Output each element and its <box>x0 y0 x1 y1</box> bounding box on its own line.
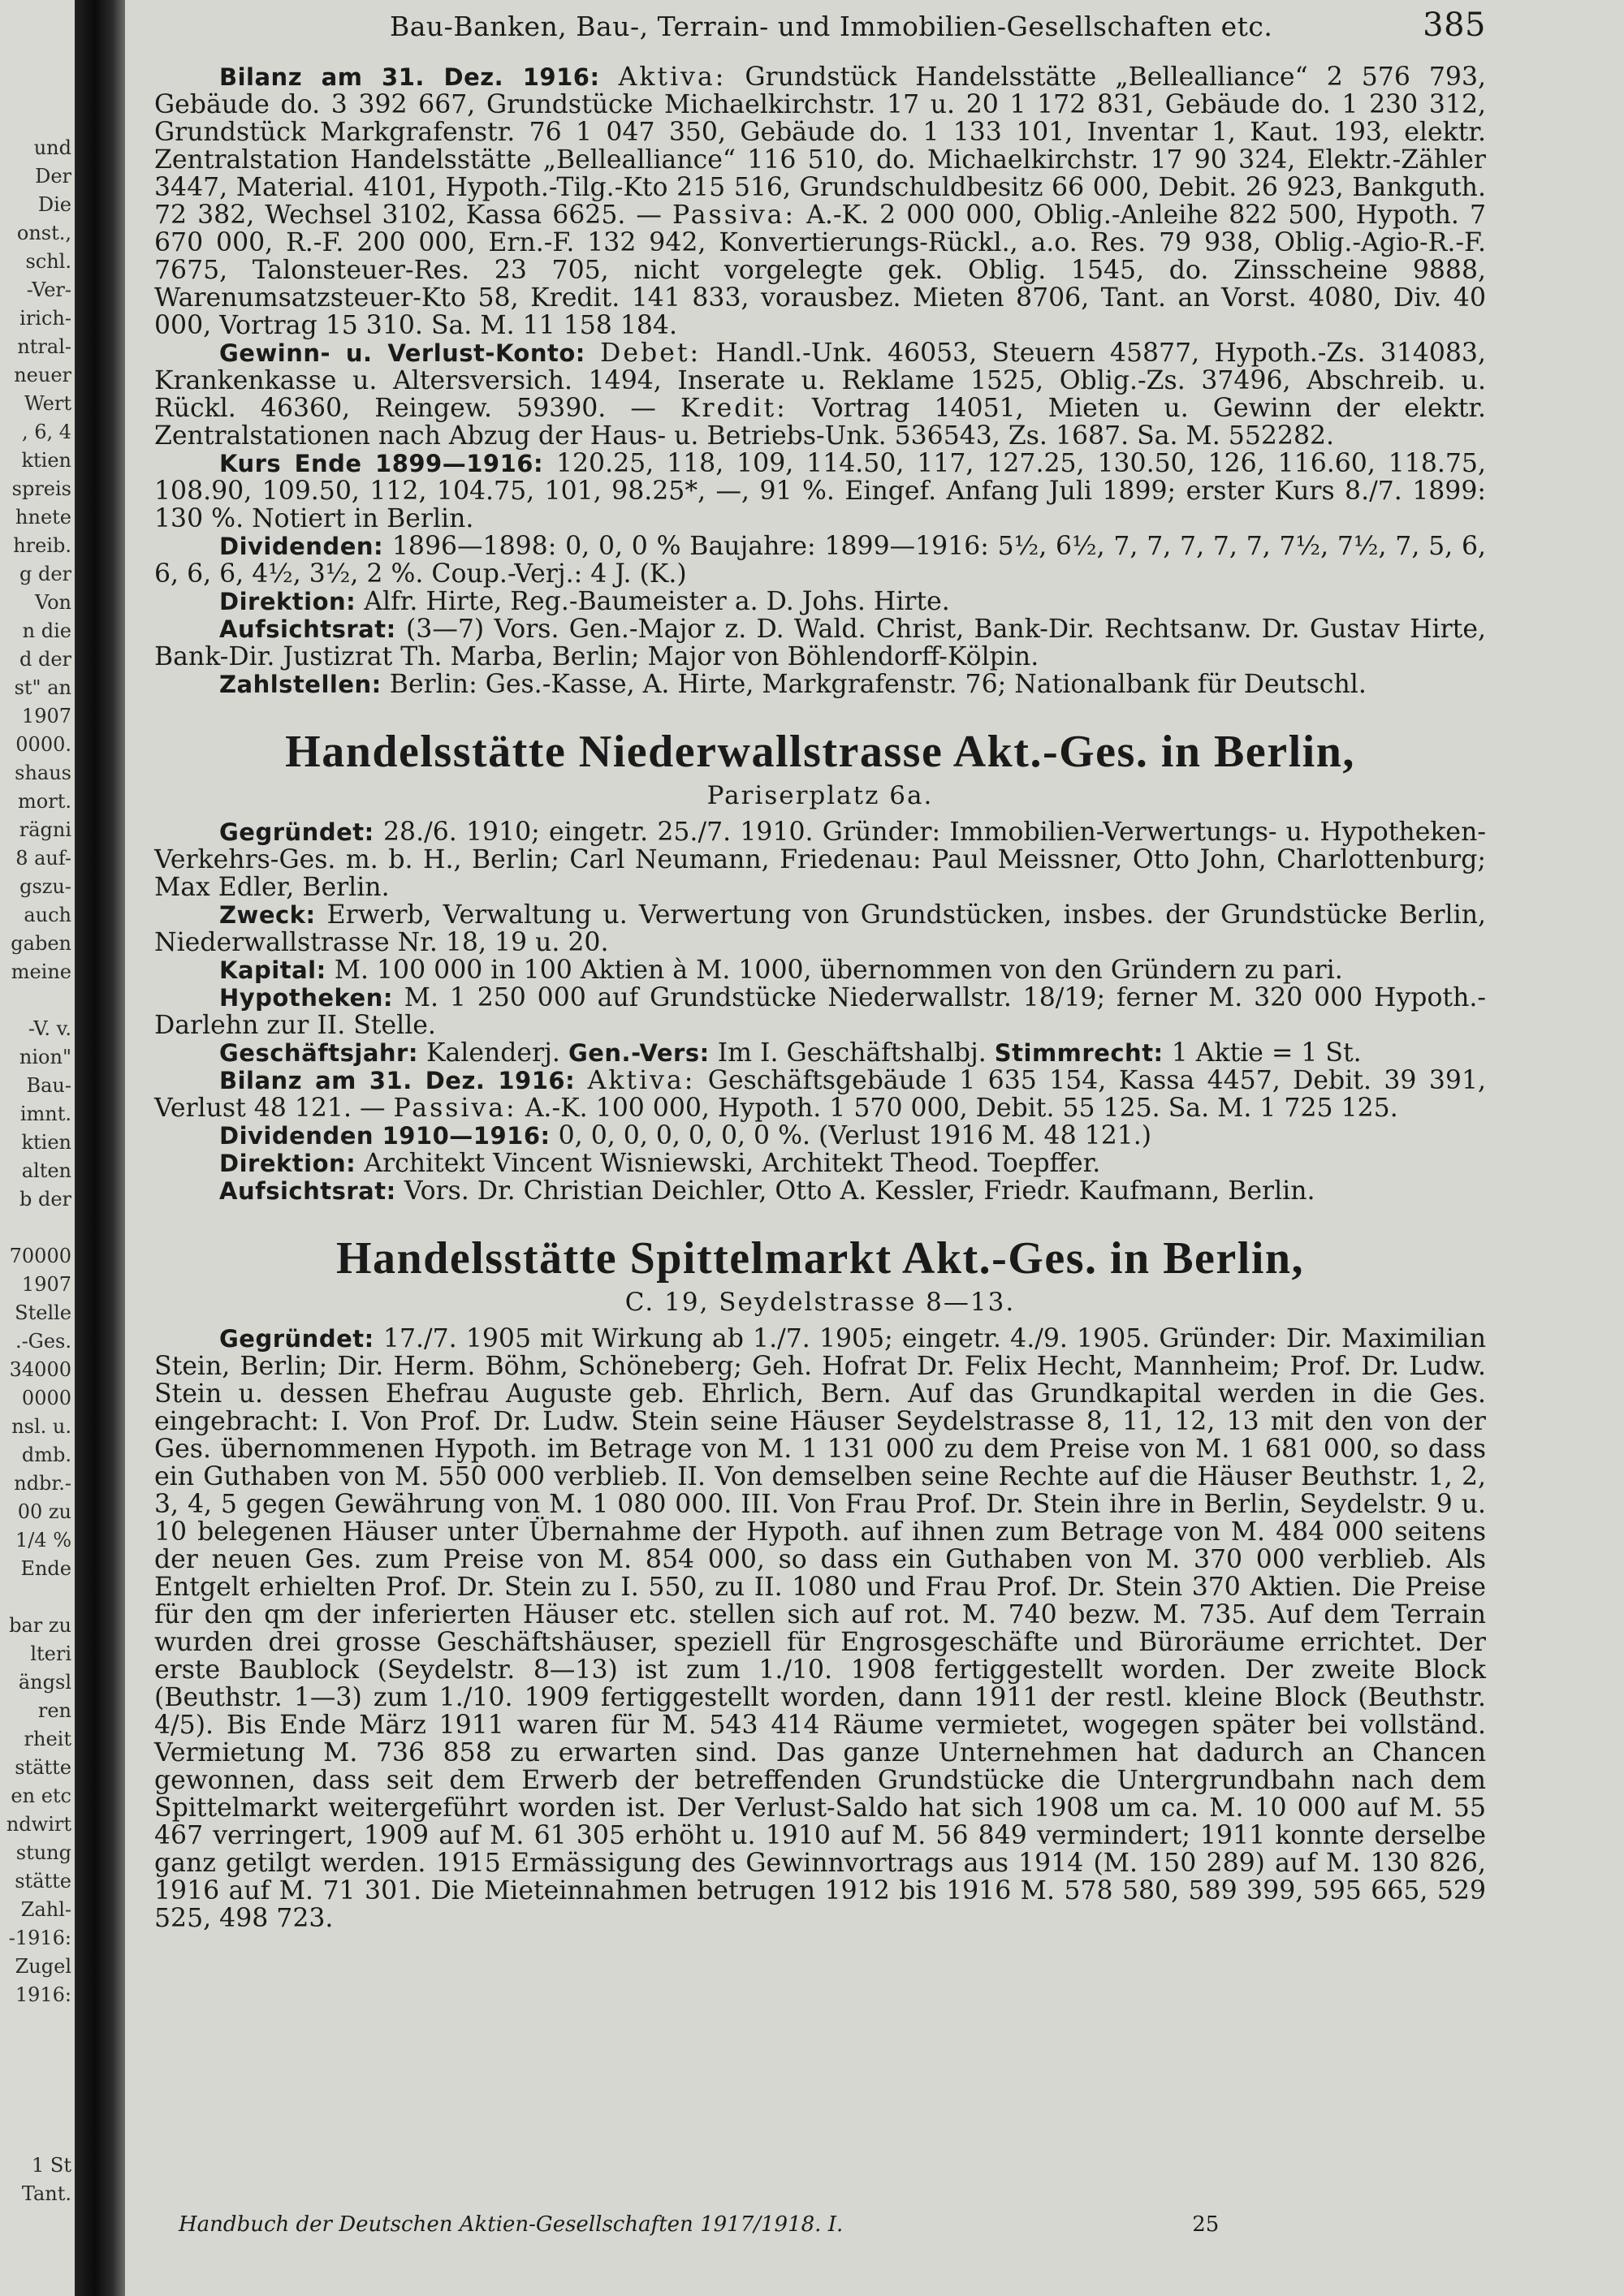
left-page-text-fragment: mort. <box>18 790 71 813</box>
kapital-paragraph <box>154 956 1486 984</box>
left-page-text-fragment: 1 St <box>32 2154 71 2177</box>
aufsichtsrat-text: Vors. Dr. Christian Deichler, Otto A. Kessler, Friedr. Kaufmann, Berlin. <box>404 1176 1315 1206</box>
left-page-margin <box>0 0 76 2296</box>
left-page-text-fragment: 8 auf- <box>15 847 71 870</box>
section-title-niederwallstrasse: Handelsstätte Niederwallstrasse Akt.-Ges. in Berlin, <box>285 727 1355 777</box>
kurs-text: 120.25, 118, 109, 114.50, 117, 127.25, 130.50, 126, 116.60, 118.75, 108.90, 109.50, 112, 104.75, 101, 98.25*, —, 91 %. Eingef. Anfang Juli 1899; erster Kurs 8./7. 1899: 130 %. Notiert in Berlin. <box>154 449 1486 533</box>
left-page-text-fragment: en etc <box>11 1785 71 1807</box>
left-page-text-fragment: lteri <box>30 1642 71 1665</box>
sheet-signature: 25 <box>1192 2212 1220 2237</box>
left-page-text-fragment: Von <box>34 591 71 614</box>
left-page-text-fragment: gaben <box>11 932 71 955</box>
passiva-text: A.-K. 100 000, Hypoth. 1 570 000, Debit. 55 125. Sa. M. 1 725 125. <box>525 1094 1398 1123</box>
genvers-text: Im I. Geschäftshalbj. <box>717 1038 987 1068</box>
gegruendet-paragraph <box>154 818 1486 901</box>
dividenden-text: 0, 0, 0, 0, 0, 0, 0 %. (Verlust 1916 M. 48 121.) <box>558 1121 1152 1150</box>
direktion-label: Direktion: <box>219 1150 356 1177</box>
passiva-label: Passiva: <box>672 201 797 230</box>
stimmrecht-text: 1 Aktie = 1 St. <box>1171 1038 1362 1068</box>
zahlstellen-paragraph <box>154 671 1486 698</box>
aufsichtsrat-text: (3—7) Vors. Gen.-Major z. D. Wald. Christ, Bank-Dir. Rechtsanw. Dr. Gustav Hirte, Bank-Dir. Justizrat Th. Marba, Berlin; Major von Böhlendorff-Kölpin. <box>154 615 1486 671</box>
aktiva-label: Aktiva: <box>618 63 727 92</box>
left-page-text-fragment: Tant. <box>21 2182 71 2205</box>
left-page-text-fragment: nion" <box>19 1046 71 1068</box>
left-page-text-fragment: 0000. <box>15 733 71 756</box>
left-page-text-fragment: ktien <box>21 449 71 472</box>
kurs-paragraph <box>154 450 1486 533</box>
passiva-text: A.-K. 2 000 000, Oblig.-Anleihe 822 500, Hypoth. 7 670 000, R.-F. 200 000, Ern.-F. 132 942, Konvertierungs-Rückl., a.o. Res. 79 938, Oblig.-Agio-R.-F. 7675, Talonsteuer-Res. 23 705, nicht vorgelegte gek. Oblig. 1545, do. Zinsscheine 9888, Warenumsatzsteuer-Kto 58, Kredit. 141 833, vorausbez. Mieten 8706, Tant. an Vorst. 4080, Div. 40 000, Vortrag 15 310. Sa. M. 11 158 184. <box>154 201 1486 340</box>
left-page-text-fragment: 1/4 % <box>15 1529 71 1552</box>
left-page-text-fragment: spreis <box>11 477 71 500</box>
kurs-label: Kurs Ende 1899—1916: <box>219 450 544 477</box>
left-page-text-fragment: ndbr.- <box>14 1472 71 1495</box>
left-page-text-fragment: b der <box>19 1188 71 1211</box>
document-page <box>125 0 1624 2296</box>
debet-label: Debet: <box>600 339 702 368</box>
kapital-text: M. 100 000 in 100 Aktien à M. 1000, übernommen von den Gründern zu pari. <box>334 956 1343 985</box>
left-page-text-fragment: -Ver- <box>26 278 71 301</box>
zweck-text: Erwerb, Verwaltung u. Verwertung von Grundstücken, insbes. der Grundstücke Berlin, Niederwallstrasse Nr. 18, 19 u. 20. <box>154 900 1487 957</box>
bilanz-label: Bilanz am 31. Dez. 1916: <box>219 1067 576 1094</box>
aufsichtsrat-label: Aufsichtsrat: <box>219 1177 396 1205</box>
left-page-text-fragment: irich- <box>19 307 71 330</box>
left-page-text-fragment: -1916: <box>8 1927 71 1949</box>
kredit-label: Kredit: <box>680 394 788 423</box>
left-page-text-fragment: g der <box>19 563 71 585</box>
left-page-text-fragment: Wert <box>24 392 71 415</box>
left-page-text-fragment: Bau- <box>26 1074 71 1097</box>
left-page-text-fragment: Stelle <box>15 1301 71 1324</box>
page-number: 385 <box>1423 6 1486 44</box>
hypotheken-label: Hypotheken: <box>219 984 393 1012</box>
direktion-text: Alfr. Hirte, Reg.-Baumeister a. D. Johs. Hirte. <box>364 587 950 616</box>
left-page-text-fragment: shaus <box>15 762 71 784</box>
left-page-text-fragment: bar zu <box>9 1614 71 1637</box>
left-page-text-fragment: dmb. <box>21 1444 71 1466</box>
gegruendet-paragraph <box>154 1325 1486 1932</box>
gegruendet-text: 17./7. 1905 mit Wirkung ab 1./7. 1905; eingetr. 4./9. 1905. Gründer: Dir. Maximilian Stein, Berlin; Dir. Herm. Böhm, Schöneberg; Geh. Hofrat Dr. Felix Hecht, Mannheim; Prof. Dr. Ludw. Stein u. dessen Ehefrau Auguste geb. Ehrlich, Bern. Auf das Grundkapital werden in die Ges. eingebracht: I. Von Prof. Dr. Ludw. Stein seine Häuser Seydelstrasse 8, 11, 12, 13 mit den von der Ges. übernommenen Hypoth. im Betrage von M. 1 131 000 zu dem Preise von M. 1 681 000, so dass ein Guthaben von M. 550 000 verblieb. II. Von demselben seine Rechte auf die Häuser Beuthstr. 1, 2, 3, 4, 5 gegen Gewährung von M. 1 080 000. III. Von Frau Prof. Dr. Stein ihre in Berlin, Seydelstr. 9 u. 10 belegenen Häuser unter Übernahme der Hypoth. auf ihnen zum Betrage von M. 484 000 seitens der neuen Ges. zum Preise von M. 854 000, so dass ein Guthaben von M. 370 000 verblieb. Als Entgelt erhielten Prof. Dr. Stein zu I. 550, zu II. 1080 und Frau Prof. Dr. Stein 370 Aktien. Die Preise für den qm der inferierten Häuser etc. stellen sich auf rot. M. 740 bezw. M. 735. Auf dem Terrain wurden drei grosse Geschäftshäuser, speziell für Engrosgeschäfte und Büroräume errichtet. Der erste Baublock (Seydelstr. 8—13) ist zum 1./10. 1908 fertiggestellt worden. Der zweite Block (Beuthstr. 1—3) zum 1./10. 1909 fertiggestellt worden, dann 1911 der restl. kleine Block (Beuthstr. 4/5). Bis Ende März 1911 waren für M. 543 414 Räume vermietet, wogegen später bei vollständ. Vermietung M. 736 858 zu erwarten sind. Das ganze Unternehmen hat dadurch an Chancen gewonnen, dass seit dem Erwerb der betreffenden Grundstücke die Untergrundbahn nach dem Spittelmarkt weitergeführt worden ist. Der Verlust-Saldo hat sich 1908 um ca. M. 10 000 auf M. 55 467 verringert, 1909 auf M. 61 305 erhöht u. 1910 auf M. 56 849 vermindert; 1911 konnte derselbe ganz getilgt werden. 1915 Ermässigung des Gewinnvortrags aus 1914 (M. 150 289) auf M. 130 826, 1916 auf M. 71 301. Die Mieteinnahmen betrugen 1912 bis 1916 M. 578 580, 589 399, 595 665, 529 525, 498 723. <box>154 1324 1487 1933</box>
aktiva-text: Grundstück Handelsstätte „Bellealliance“ 2 576 793, Gebäude do. 3 392 667, Grundstücke Michaelkirchstr. 17 u. 20 1 172 831, Gebäude do. 1 230 312, Grundstück Markgrafenstr. 76 1 047 350, Gebäude do. 1 133 101, Inventar 1, Kaut. 193, elektr. Zentralstation Handelsstätte „Bellealliance“ 116 510, do. Michaelkirchstr. 17 90 324, Elektr.-Zähler 3447, Material. 4101, Hypoth.-Tilg.-Kto 215 516, Grundschuldbesitz 66 000, Debit. 26 923, Bankguth. 72 382, Wechsel 3102, Kassa 6625. — <box>154 63 1487 230</box>
geschaeftsjahr-paragraph <box>154 1039 1486 1067</box>
geschaeftsjahr-text: Kalenderj. <box>425 1038 560 1068</box>
guv-paragraph <box>154 339 1486 450</box>
left-page-text-fragment: ndwirt <box>6 1813 71 1836</box>
left-page-text-fragment: rägni <box>19 818 71 841</box>
dividenden-text: 1896—1898: 0, 0, 0 % Baujahre: 1899—1916: 5½, 6½, 7, 7, 7, 7, 7, 7½, 7½, 7, 5, 6, 6, 6, 6, 4½, 3½, 2 %. Coup.-Verj.: 4 J. (K.) <box>154 532 1486 589</box>
left-page-text-fragment: auch <box>24 904 71 926</box>
left-page-text-fragment: imnt. <box>19 1103 71 1125</box>
left-page-text-fragment: hnete <box>15 506 71 529</box>
dividenden-label: Dividenden 1910—1916: <box>219 1122 551 1150</box>
stimmrecht-label: Stimmrecht: <box>994 1039 1164 1067</box>
running-head-title: Bau-Banken, Bau-, Terrain- und Immobilien-Gesellschaften etc. <box>390 11 1273 42</box>
left-page-text-fragment: nsl. u. <box>11 1415 71 1438</box>
left-page-text-fragment: schl. <box>25 250 71 273</box>
direktion-text: Architekt Vincent Wisniewski, Architekt Theod. Toepffer. <box>364 1149 1101 1178</box>
left-page-text-fragment: .-Ges. <box>15 1330 71 1353</box>
gegruendet-label: Gegründet: <box>219 1325 374 1353</box>
page-footer <box>154 2212 1486 2237</box>
aufsichtsrat-paragraph <box>154 615 1486 671</box>
left-page-text-fragment: Der <box>35 165 71 188</box>
aktiva-text: Geschäftsgebäude 1 635 154, Kassa 4457, Debit. 39 391, Verlust 48 121. — <box>154 1066 1487 1123</box>
left-page-text-fragment: n die <box>22 619 71 642</box>
left-page-text-fragment: , 6, 4 <box>21 421 71 443</box>
gegruendet-text: 28./6. 1910; eingetr. 25./7. 1910. Gründer: Immobilien-Verwertungs- u. Hypotheken-Verkehrs-Ges. m. b. H., Berlin; Carl Neumann, Friedenau: Paul Meissner, Otto John, Charlottenburg; Max Edler, Berlin. <box>154 818 1487 902</box>
zahlstellen-label: Zahlstellen: <box>219 671 382 698</box>
direktion-paragraph <box>154 588 1486 615</box>
left-page-text-fragment: d der <box>19 648 71 671</box>
left-page-text-fragment: hreib. <box>13 534 71 557</box>
left-page-text-fragment: 0000 <box>21 1387 71 1409</box>
dividenden-paragraph <box>154 1122 1486 1150</box>
left-page-text-fragment: ren <box>37 1699 71 1722</box>
left-page-text-fragment: stung <box>15 1841 71 1864</box>
left-page-text-fragment: 1907 <box>21 1273 71 1296</box>
left-page-text-fragment: -V. v. <box>28 1017 71 1040</box>
left-page-text-fragment: gszu- <box>19 875 71 898</box>
left-page-text-fragment: alten <box>21 1159 71 1182</box>
left-page-text-fragment: Zugel <box>15 1955 71 1978</box>
left-page-text-fragment: 1916: <box>15 1983 71 2006</box>
left-page-text-fragment: rheit <box>24 1728 71 1750</box>
hypotheken-text: M. 1 250 000 auf Grundstücke Niederwallstr. 18/19; ferner M. 320 000 Hypoth.-Darlehn zur II. Stelle. <box>154 983 1487 1040</box>
left-page-text-fragment: Ende <box>20 1557 71 1580</box>
dividenden-label: Dividenden: <box>219 533 384 560</box>
passiva-label: Passiva: <box>393 1094 517 1123</box>
left-page-text-fragment: neuer <box>14 364 71 386</box>
kredit-text: Vortrag 14051, Mieten u. Gewinn der elektr. Zentralstationen nach Abzug der Haus- u. Betriebs-Unk. 536543, Zs. 1687. Sa. M. 552282. <box>154 394 1486 451</box>
hypotheken-paragraph <box>154 984 1486 1039</box>
left-page-text-fragment: ktien <box>21 1131 71 1154</box>
left-page-text-fragment: stätte <box>15 1870 71 1892</box>
dividenden-paragraph <box>154 533 1486 588</box>
section-address: Pariserplatz 6a. <box>706 781 934 810</box>
bilanz-paragraph <box>154 1067 1486 1122</box>
left-page-text-fragment: Die <box>37 193 71 216</box>
aufsichtsrat-label: Aufsichtsrat: <box>219 615 396 643</box>
book-gutter <box>75 0 125 2296</box>
left-page-text-fragment: 00 zu <box>17 1500 71 1523</box>
geschaeftsjahr-label: Geschäftsjahr: <box>219 1039 418 1067</box>
left-page-text-fragment: und <box>33 136 71 159</box>
left-page-text-fragment: 70000 <box>9 1245 71 1267</box>
bilanz-paragraph <box>154 63 1486 339</box>
aktiva-label: Aktiva: <box>587 1066 696 1095</box>
left-page-text-fragment: 34000 <box>9 1358 71 1381</box>
debet-text: Handl.-Unk. 46053, Steuern 45877, Hypoth.-Zs. 314083, Krankenkasse u. Altersversich. 1494, Inserate u. Reklame 1525, Oblig.-Zs. 37496, Abschreib. u. Rückl. 46360, Reingew. 59390. — <box>154 339 1486 423</box>
zahlstellen-text: Berlin: Ges.-Kasse, A. Hirte, Markgrafenstr. 76; Nationalbank für Deutschl. <box>389 670 1367 699</box>
left-page-text-fragment: stätte <box>15 1756 71 1779</box>
left-page-text-fragment: Zahl- <box>20 1898 71 1921</box>
section-title-spittelmarkt: Handelsstätte Spittelmarkt Akt.-Ges. in Berlin, <box>335 1233 1305 1284</box>
left-page-text-fragment: ängsl <box>18 1671 71 1694</box>
bilanz-label: Bilanz am 31. Dez. 1916: <box>219 63 600 91</box>
zweck-label: Zweck: <box>219 901 316 929</box>
left-page-text-fragment: 1907 <box>21 705 71 727</box>
aufsichtsrat-paragraph <box>154 1177 1486 1205</box>
left-page-text-fragment: onst., <box>16 222 71 244</box>
left-page-text-fragment: st" an <box>14 676 71 699</box>
gegruendet-label: Gegründet: <box>219 818 374 846</box>
guv-label: Gewinn- u. Verlust-Konto: <box>219 339 585 367</box>
left-page-text-fragment: ntral- <box>17 335 71 358</box>
direktion-label: Direktion: <box>219 588 356 615</box>
kapital-label: Kapital: <box>219 956 326 984</box>
page-content <box>154 6 1486 1932</box>
footer-title: Handbuch der Deutschen Aktien-Gesellschaften 1917/1918. I. <box>179 2212 844 2237</box>
genvers-label: Gen.-Vers: <box>568 1039 710 1067</box>
zweck-paragraph <box>154 901 1486 956</box>
running-head <box>154 6 1486 44</box>
left-page-text-fragment: meine <box>11 960 71 983</box>
direktion-paragraph <box>154 1150 1486 1177</box>
section-address: C. 19, Seydelstrasse 8—13. <box>624 1288 1016 1317</box>
